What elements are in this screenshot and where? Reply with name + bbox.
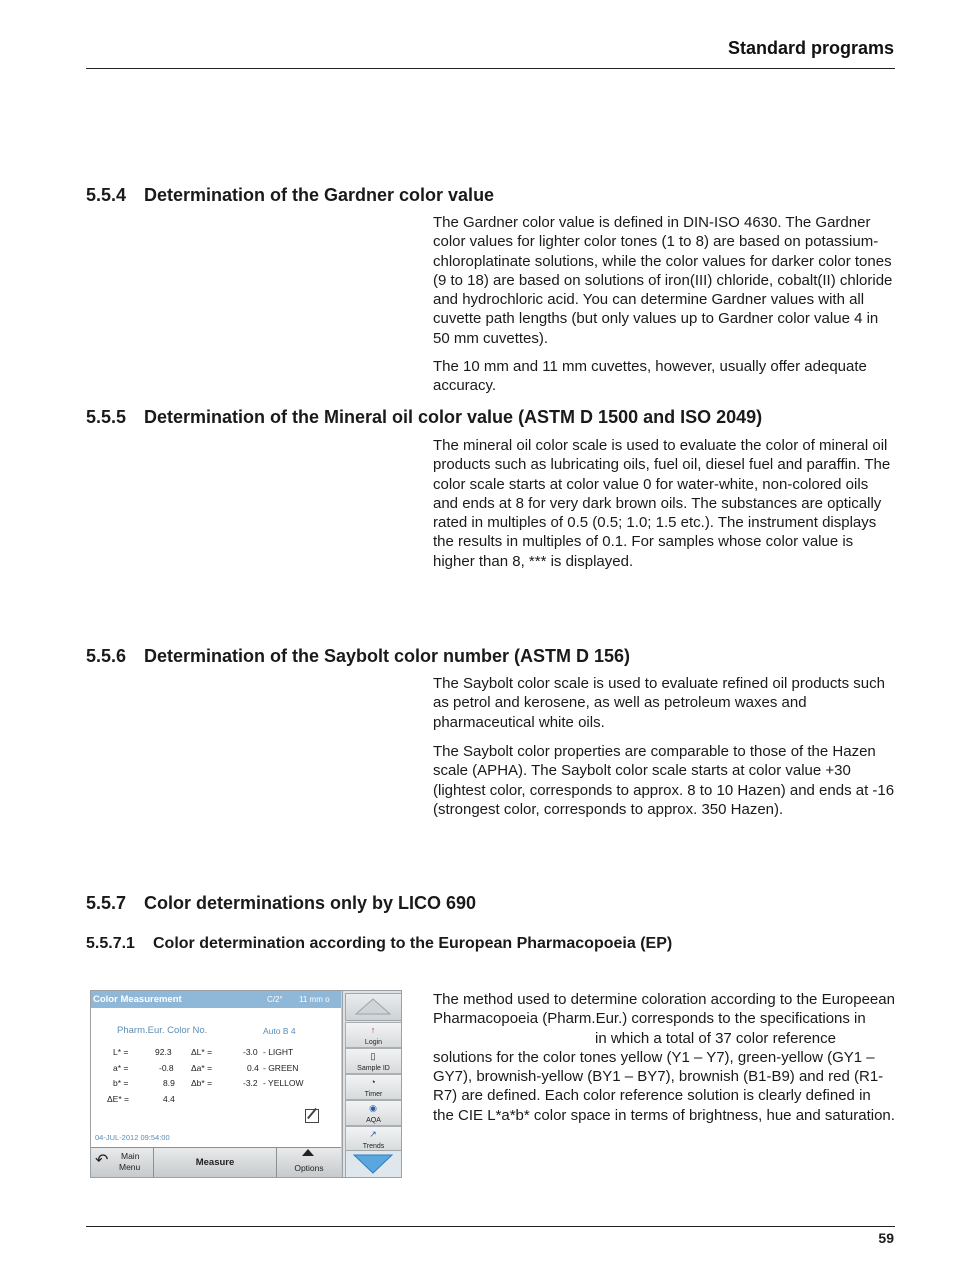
row-desc: - YELLOW	[263, 1078, 304, 1088]
row-delta-value: -3.2	[243, 1078, 258, 1088]
options-label: Options	[294, 1163, 324, 1173]
screen-side-bar	[342, 991, 402, 1177]
heading-text: Determination of the Saybolt color number (ASTM D 156)	[144, 646, 631, 666]
row-delta-label: Δa* =	[191, 1063, 213, 1073]
trends-icon: ↗	[369, 1129, 377, 1139]
row-value: -0.8	[159, 1063, 174, 1073]
timer-icon: ◔	[370, 1077, 376, 1087]
page-number: 59	[878, 1230, 894, 1246]
saybolt-paragraph-2: The Saybolt color properties are comparable to those of the Hazen scale (APHA). The Saybolt color scale starts at color value +30 (lightest color, corresponds to approx. 8 to 10 Hazen) and ends at -16 (strongest color, corresponds to approx. 350 Hazen).	[433, 743, 895, 818]
saybolt-paragraph-1: The Saybolt color scale is used to evaluate refined oil products such as petrol and kerosene, as well as petroleum waxes and pharmaceutical white oils.	[433, 675, 885, 731]
instrument-screenshot	[90, 990, 402, 1178]
row-label: ΔE* =	[107, 1094, 129, 1104]
heading-text: Determination of the Mineral oil color value (ASTM D 1500 and ISO 2049)	[144, 407, 763, 427]
method-label: Pharm.Eur. Color No.	[117, 1025, 208, 1036]
login-icon: ↑	[370, 1025, 376, 1035]
side-trends-button[interactable]	[345, 1126, 402, 1152]
heading-5-5-6	[86, 646, 630, 667]
heading-text: Color determination according to the European Pharmacopoeia (EP)	[153, 935, 673, 952]
up-triangle-icon	[302, 1149, 314, 1156]
scroll-up-icon	[346, 994, 401, 1020]
screen-title: Color Measurement	[93, 994, 182, 1005]
side-label: AQA	[366, 1117, 381, 1124]
options-button[interactable]	[277, 1148, 341, 1178]
row-label: L* =	[113, 1047, 129, 1057]
ep-paragraph	[433, 990, 895, 1125]
heading-5-5-7	[86, 893, 476, 914]
row-delta-label: ΔL* =	[191, 1047, 213, 1057]
side-label: Sample ID	[357, 1065, 390, 1072]
heading-text: Color determinations only by LICO 690	[144, 893, 477, 913]
screen-datetime: 04-JUL-2012 09:54:00	[95, 1133, 170, 1142]
screen-bottom-bar	[91, 1147, 341, 1178]
measure-button[interactable]	[154, 1148, 277, 1178]
running-header: Standard programs	[727, 38, 894, 58]
mineral-oil-paragraph: The mineral oil color scale is used to evaluate the color of mineral oil products such as lubricating oils, fuel oil, diesel fuel and paraffin. The color scale starts at color value 0 for water-white, non-colored oils and ends at 8 for very dark brown oils. The substances are optically rated in multiples of 0.5 (0.5; 1.0; 1.5 etc.). The instrument displays the results in multiples of 0.1. For samples whose color value is higher than 8, *** is displayed.	[433, 437, 891, 570]
back-arrow-icon: ↶	[95, 1152, 109, 1169]
row-value: 8.9	[163, 1078, 175, 1088]
heading-number: 5.5.5	[86, 407, 127, 427]
aqa-icon: ◉	[369, 1103, 377, 1113]
ep-paragraph-part-1: The method used to determine coloration according to the Europeean Pharmacopoeia (Pharm.Eur.) corresponds to the specifications in	[433, 991, 895, 1028]
header-rule	[86, 68, 895, 69]
row-delta-value: -3.0	[243, 1047, 258, 1057]
heading-number: 5.5.7	[86, 893, 127, 913]
heading-text: Determination of the Gardner color value	[144, 185, 495, 205]
side-label: Login	[364, 1039, 383, 1046]
row-delta-value: 0.4	[247, 1063, 259, 1073]
heading-number: 5.5.4	[86, 185, 127, 205]
scroll-down-button[interactable]	[345, 1150, 402, 1178]
gardner-paragraph-1: The Gardner color value is defined in DIN-ISO 4630. The Gardner color values for lighter color tones (1 to 8) are based on potassium-chloroplatinate solutions, while the color values for darker color tones (9 to 18) are based on solutions of iron(III) chloride, cobalt(II) chloride and hydrochloric acid. You can determine Gardner values with all cuvette path lengths (but only values up to Gardner color value 4 in 50 mm cuvettes).	[433, 214, 893, 347]
path-length-label: 11 mm o	[299, 995, 330, 1004]
row-label: b* =	[113, 1078, 129, 1088]
sample-vial-icon: ▯	[370, 1051, 376, 1061]
footer-rule	[86, 1226, 895, 1227]
heading-number: 5.5.7.1	[86, 935, 135, 952]
side-login-button[interactable]	[345, 1022, 402, 1048]
screen-main-area	[91, 991, 341, 1147]
screen-title-bar	[91, 991, 341, 1008]
observer-label: C/2°	[267, 995, 283, 1004]
row-delta-label: Δb* =	[191, 1078, 213, 1088]
measure-label: Measure	[195, 1157, 235, 1168]
heading-number: 5.5.6	[86, 646, 127, 666]
heading-5-5-4	[86, 185, 494, 206]
main-menu-button[interactable]	[91, 1148, 154, 1178]
side-label: Timer	[364, 1091, 383, 1098]
main-menu-label-2: Menu	[119, 1162, 141, 1172]
side-sample-id-button[interactable]	[345, 1048, 402, 1074]
edit-icon[interactable]	[305, 1109, 319, 1123]
main-menu-label-1: Main	[121, 1151, 140, 1161]
side-aqa-button[interactable]	[345, 1100, 402, 1126]
ep-paragraph-part-2: in which a total of 37 color reference solutions for the color tones yellow (Y1 – Y7), green-yellow (GY1 – GY7), brownish-yellow (BY1 – BY7), brownish (B1-B9) and red (R1-R7) are defined. Each color reference solution is clearly defined in the CIE L*a*b* color space in terms of brightness, hue and saturation.	[433, 1029, 895, 1124]
heading-5-5-7-1	[86, 935, 672, 953]
row-value: 92.3	[155, 1047, 172, 1057]
heading-5-5-5	[86, 407, 762, 428]
row-value: 4.4	[163, 1094, 175, 1104]
auto-result: Auto B 4	[263, 1026, 296, 1036]
row-desc: - LIGHT	[263, 1047, 294, 1057]
side-label: Trends	[362, 1143, 385, 1150]
scroll-down-icon	[346, 1151, 401, 1177]
side-timer-button[interactable]	[345, 1074, 402, 1100]
row-label: a* =	[113, 1063, 129, 1073]
row-desc: - GREEN	[263, 1063, 299, 1073]
scroll-up-button[interactable]	[345, 993, 402, 1021]
gardner-paragraph-2: The 10 mm and 11 mm cuvettes, however, usually offer adequate accuracy.	[433, 358, 867, 395]
